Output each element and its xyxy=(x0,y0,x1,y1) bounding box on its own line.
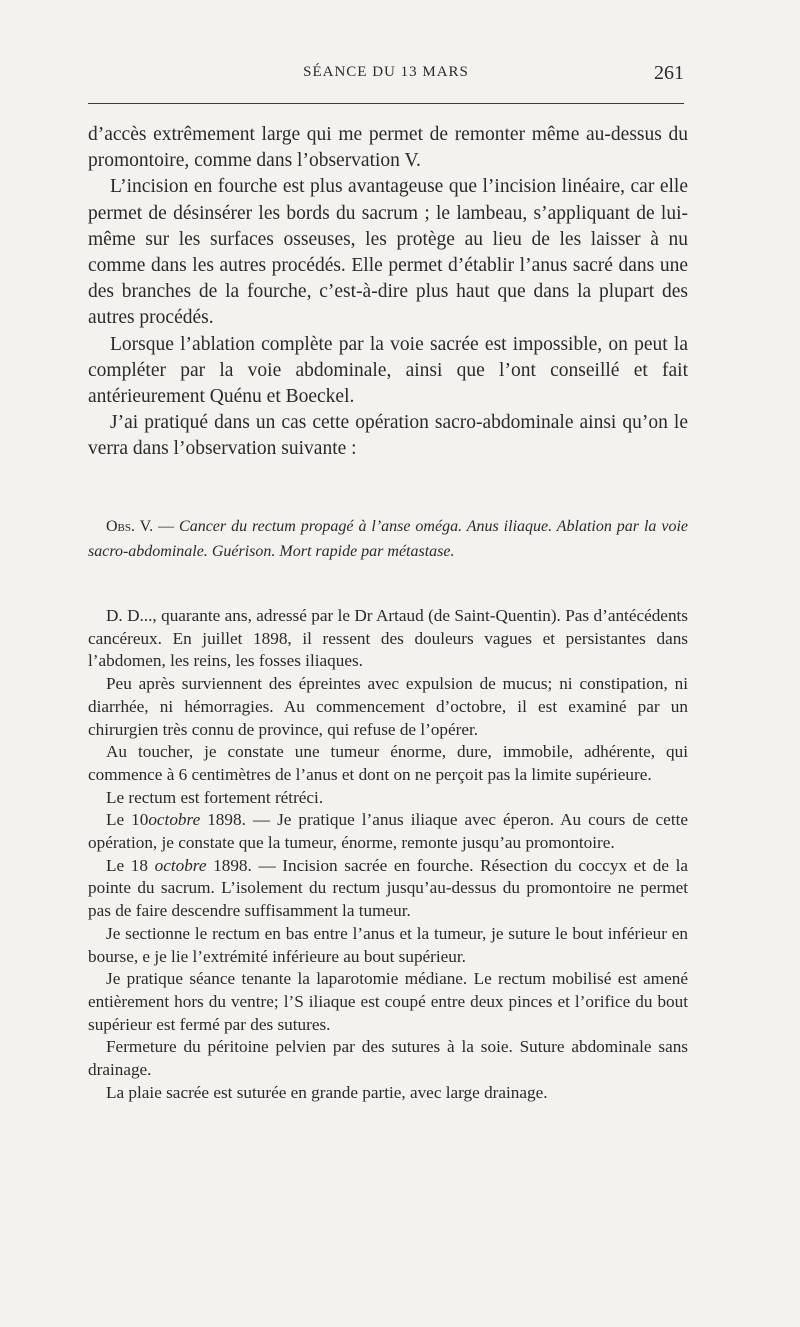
case-paragraph: Fermeture du péritoine pelvien par des sutures à la soie. Suture abdominale sans drainage. xyxy=(88,1037,688,1080)
case-paragraph: D. D..., quarante ans, adressé par le Dr Artaud (de Saint-Quentin). Pas d’antécédents cancéreux. En juillet 1898, il ressent des douleurs vagues et persistantes dans l’abdomen, les reins, les fosses iliaques. xyxy=(88,606,688,671)
page-header xyxy=(88,64,684,90)
page-number: 261 xyxy=(654,62,684,84)
paragraph-4: J’ai pratiqué dans un cas cette opération sacro-abdominale ainsi qu’on le verra dans l’observation suivante : xyxy=(88,412,688,460)
date-rest: 1898. — Je pratique l’anus iliaque avec éperon. Au cours de cette opération, je constate que la tumeur, énorme, remonte jusqu’au promontoire. xyxy=(88,810,688,853)
case-paragraph: La plaie sacrée est suturée en grande partie, avec large drainage. xyxy=(106,1082,548,1102)
paragraph-3: Lorsque l’ablation complète par la voie sacrée est impossible, on peut la compléter par la voie abdominale, ainsi que l’ont conseillé et fait antérieurement Quénu et Boeckel. xyxy=(88,333,688,408)
observation-title: Cancer du rectum propagé à l’anse oméga. Anus iliaque. Ablation par la voie sacro-abdominale. Guérison. Mort rapide par métastase. xyxy=(88,518,688,560)
date-month: octobre xyxy=(154,855,207,875)
date-rest: 1898. — Incision sacrée en fourche. Résection du coccyx et de la pointe du sacrum. L’isolement du rectum jusqu’au-dessus du promontoire ne permet pas de faire descendre suffisamment la tumeur. xyxy=(88,855,688,921)
paragraph-2: L’incision en fourche est plus avantageuse que l’incision linéaire, car elle permet de désinsérer les bords du sacrum ; le lambeau, s’appliquant de lui-même sur les surfaces osseuses, les protège au lieu de les laisser à nu comme dans les autres procédés. Elle permet d’établir l’anus sacré dans une des branches de la fourche, c’est-à-dire plus haut que dans la plupart des autres procédés. xyxy=(88,176,688,329)
header-rule xyxy=(88,103,684,104)
observation-heading xyxy=(88,515,688,564)
case-paragraph xyxy=(88,809,688,854)
observation-label: Obs. V. — xyxy=(106,518,175,535)
date-month: octobre xyxy=(148,810,201,830)
running-title: SÉANCE DU 13 MARS xyxy=(303,64,469,80)
date-lead: Le 18 xyxy=(106,855,155,875)
case-paragraph: Je pratique séance tenante la laparotomie médiane. Le rectum mobilisé est amené entièrement hors du ventre; l’S iliaque est coupé entre deux pinces et l’orifice du bout supérieur est fermé par des sutures. xyxy=(88,969,688,1034)
main-text xyxy=(88,122,688,463)
case-report xyxy=(88,605,688,1104)
paragraph-1: d’accès extrêmement large qui me permet de remonter même au-dessus du promontoire, comme dans l’observation V. xyxy=(88,124,688,172)
case-paragraph xyxy=(88,855,688,923)
case-paragraph: Peu après surviennent des épreintes avec expulsion de mucus; ni constipation, ni diarrhée, ni hémorragies. Au commencement d’octobre, il est examiné par un chirurgien très connu de province, qui refuse de l’opérer. xyxy=(88,674,688,739)
case-paragraph: Je sectionne le rectum en bas entre l’anus et la tumeur, je suture le bout inférieur en bourse, e je lie l’extrémité inférieure au bout supérieur. xyxy=(88,923,688,966)
case-paragraph: Au toucher, je constate une tumeur énorme, dure, immobile, adhérente, qui commence à 6 centimètres de l’anus et dont on ne perçoit pas la limite supérieure. xyxy=(88,742,688,784)
case-paragraph: Le rectum est fortement rétréci. xyxy=(106,787,324,807)
date-lead: Le 10 xyxy=(106,810,149,830)
